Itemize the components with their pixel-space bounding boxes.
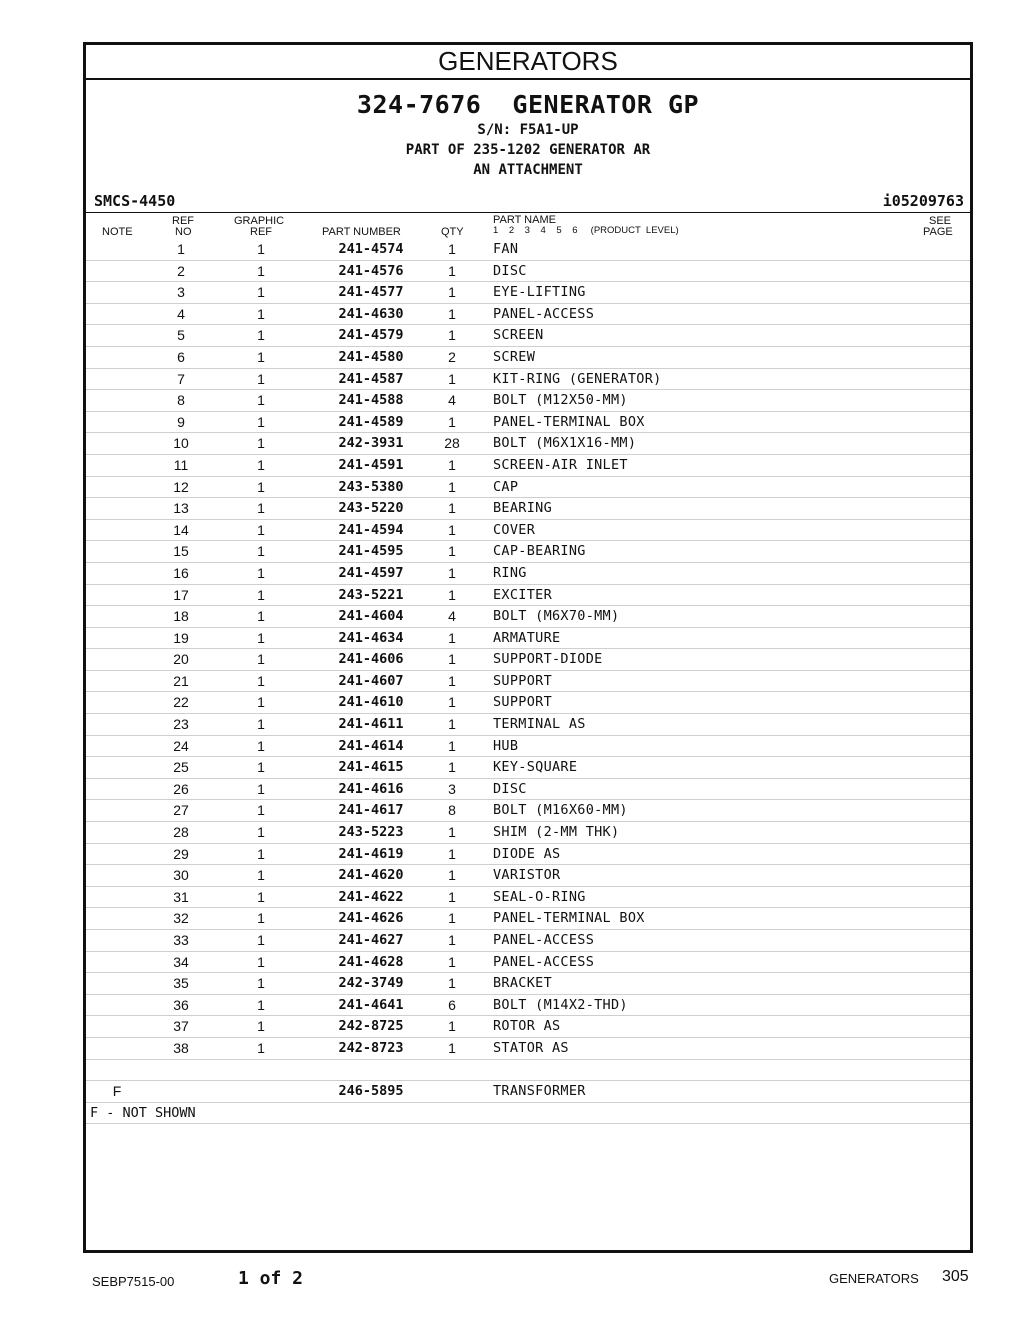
ref-no-cell: 28 xyxy=(173,824,189,841)
part-number-cell: 241-4594 xyxy=(338,521,404,538)
ref-no-cell: 18 xyxy=(173,608,189,625)
part-name-cell: BOLT (M6X70-MM) xyxy=(493,608,620,625)
ref-no-cell: 11 xyxy=(173,456,189,473)
part-number-cell: 241-4589 xyxy=(338,413,404,430)
attachment-line: AN ATTACHMENT xyxy=(473,162,583,178)
part-name-cell: BRACKET xyxy=(493,975,552,992)
qty-cell: 1 xyxy=(448,284,456,301)
ref-no-cell: 9 xyxy=(177,413,185,430)
qty-cell: 1 xyxy=(448,824,456,841)
col-part-number: PART NUMBER xyxy=(322,226,401,238)
part-name-cell: HUB xyxy=(493,737,519,754)
part-number-cell: 241-4587 xyxy=(338,370,404,387)
graphic-ref-cell: 1 xyxy=(257,543,265,560)
column-headers xyxy=(86,213,970,239)
part-name-cell: KEY-SQUARE xyxy=(493,759,578,776)
col-ref-top: REF xyxy=(172,215,194,227)
graphic-ref-cell: 1 xyxy=(257,716,265,733)
ref-no-cell: 1 xyxy=(177,241,185,257)
table-row xyxy=(86,390,970,412)
part-name-cell: DISC xyxy=(493,262,527,279)
table-row xyxy=(86,347,970,369)
part-number-cell: 243-5220 xyxy=(338,500,404,517)
table-row xyxy=(86,325,970,347)
footer-section: GENERATORS xyxy=(829,1271,919,1286)
graphic-ref-cell: 1 xyxy=(257,564,265,581)
ref-no-cell: 10 xyxy=(173,435,189,452)
ref-no-cell: 12 xyxy=(173,478,189,495)
parts-frame xyxy=(83,42,973,1253)
part-name-cell: RING xyxy=(493,564,527,581)
qty-cell: 1 xyxy=(448,888,456,905)
graphic-ref-cell: 1 xyxy=(257,262,265,279)
part-number-cell: 241-4628 xyxy=(338,953,404,970)
part-name-cell: SUPPORT xyxy=(493,694,552,711)
qty-cell: 1 xyxy=(448,327,456,344)
part-name-cell: SCREEN-AIR INLET xyxy=(493,456,628,473)
col-graphic-bottom: REF xyxy=(250,226,272,238)
qty-cell: 8 xyxy=(448,802,456,819)
col-ref-bottom: NO xyxy=(175,226,192,238)
part-number-cell: 241-4611 xyxy=(338,716,404,733)
graphic-ref-cell: 1 xyxy=(257,629,265,646)
part-number-cell: 243-5221 xyxy=(338,586,404,603)
part-number-cell: 241-4615 xyxy=(338,759,404,776)
part-number-cell: 241-4595 xyxy=(338,543,404,560)
table-row xyxy=(86,844,970,866)
part-number-cell: 241-4577 xyxy=(338,284,404,301)
ref-no-cell: 33 xyxy=(173,932,189,948)
qty-cell: 1 xyxy=(448,500,456,517)
page-of: 1 of 2 xyxy=(238,1268,304,1289)
part-name-cell: COVER xyxy=(493,521,536,538)
col-see-top: SEE xyxy=(929,215,952,227)
graphic-ref-cell: 1 xyxy=(257,370,265,387)
ref-no-cell: 27 xyxy=(173,802,189,819)
parts-table xyxy=(86,239,970,1103)
document-id: SEBP7515-00 xyxy=(92,1274,175,1289)
group-header xyxy=(86,90,970,180)
table-row xyxy=(86,520,970,542)
graphic-ref-cell: 1 xyxy=(257,348,265,365)
graphic-ref-cell: 1 xyxy=(257,478,265,495)
table-row xyxy=(86,692,970,714)
table-row xyxy=(86,304,970,326)
ref-no-cell: 19 xyxy=(173,629,189,646)
ref-no-cell: 14 xyxy=(173,521,189,538)
graphic-ref-cell: 1 xyxy=(257,975,265,992)
part-number-cell: 241-4610 xyxy=(338,694,404,711)
graphic-ref-cell: 1 xyxy=(257,392,265,409)
ref-no-cell: 8 xyxy=(177,392,185,409)
graphic-ref-cell: 1 xyxy=(257,953,265,970)
graphic-ref-cell: 1 xyxy=(257,737,265,754)
ref-no-cell: 22 xyxy=(173,694,189,711)
table-row xyxy=(86,1016,970,1038)
graphic-ref-cell: 1 xyxy=(257,413,265,430)
qty-cell: 1 xyxy=(448,629,456,646)
part-name-cell: STATOR AS xyxy=(493,1039,569,1056)
graphic-ref-cell: 1 xyxy=(257,284,265,301)
ref-no-cell: 15 xyxy=(173,543,189,560)
part-name-cell: SUPPORT xyxy=(493,672,552,689)
part-name-cell: BOLT (M16X60-MM) xyxy=(493,802,628,819)
graphic-ref-cell: 1 xyxy=(257,500,265,517)
qty-cell: 1 xyxy=(448,241,456,257)
table-row xyxy=(86,1038,970,1060)
ref-no-cell: 16 xyxy=(173,564,189,581)
graphic-ref-cell: 1 xyxy=(257,435,265,452)
table-row xyxy=(86,563,970,585)
ref-no-cell: 5 xyxy=(177,327,185,344)
qty-cell: 1 xyxy=(448,910,456,927)
part-number-cell: 243-5223 xyxy=(338,824,404,841)
ref-no-cell: 30 xyxy=(173,867,189,884)
qty-cell: 1 xyxy=(448,478,456,495)
table-row xyxy=(86,973,970,995)
part-name-cell: PANEL-ACCESS xyxy=(493,932,595,948)
qty-cell: 1 xyxy=(448,672,456,689)
graphic-ref-cell: 1 xyxy=(257,305,265,322)
qty-cell: 1 xyxy=(448,651,456,668)
table-row xyxy=(86,477,970,499)
graphic-ref-cell: 1 xyxy=(257,780,265,797)
smcs-code: SMCS-4450 xyxy=(94,192,176,210)
group-title: 324-7676 GENERATOR GP xyxy=(356,90,700,119)
part-name-cell: TRANSFORMER xyxy=(493,1083,586,1100)
part-name-cell: DIODE AS xyxy=(493,845,561,862)
part-number-cell: 242-8725 xyxy=(338,1018,404,1035)
part-number-cell: 241-4619 xyxy=(338,845,404,862)
part-name-cell: EXCITER xyxy=(493,586,552,603)
qty-cell: 1 xyxy=(448,759,456,776)
qty-cell: 1 xyxy=(448,305,456,322)
part-number-cell: 241-4617 xyxy=(338,802,404,819)
graphic-ref-cell: 1 xyxy=(257,932,265,948)
part-name-cell: KIT-RING (GENERATOR) xyxy=(493,370,662,387)
part-name-cell: EYE-LIFTING xyxy=(493,284,586,301)
graphic-ref-cell: 1 xyxy=(257,1039,265,1056)
part-name-cell: SCREW xyxy=(493,348,536,365)
qty-cell: 4 xyxy=(448,392,456,409)
graphic-ref-cell: 1 xyxy=(257,586,265,603)
part-number-cell: 241-4630 xyxy=(338,305,404,322)
graphic-ref-cell: 1 xyxy=(257,996,265,1013)
part-name-cell: SEAL-O-RING xyxy=(493,888,586,905)
ref-no-cell: 25 xyxy=(173,759,189,776)
qty-cell: 1 xyxy=(448,975,456,992)
part-number-cell: 241-4580 xyxy=(338,348,404,365)
table-row xyxy=(86,585,970,607)
ref-no-cell: 36 xyxy=(173,996,189,1013)
table-row xyxy=(86,865,970,887)
table-row xyxy=(86,952,970,974)
section-title: GENERATORS xyxy=(86,45,970,80)
part-number-cell: 241-4604 xyxy=(338,608,404,625)
table-row xyxy=(86,606,970,628)
part-number-cell: 242-8723 xyxy=(338,1039,404,1056)
table-row xyxy=(86,455,970,477)
table-row xyxy=(86,239,970,261)
part-number-cell: 241-4614 xyxy=(338,737,404,754)
graphic-ref-cell: 1 xyxy=(257,802,265,819)
ref-no-cell: 38 xyxy=(173,1039,189,1056)
ref-no-cell: 23 xyxy=(173,716,189,733)
table-row xyxy=(86,261,970,283)
qty-cell: 1 xyxy=(448,694,456,711)
part-number-cell: 243-5380 xyxy=(338,478,404,495)
qty-cell: 1 xyxy=(448,737,456,754)
part-number-cell: 241-4634 xyxy=(338,629,404,646)
table-row xyxy=(86,628,970,650)
table-row xyxy=(86,1060,970,1082)
qty-cell: 1 xyxy=(448,456,456,473)
col-part-name: PART NAME xyxy=(493,214,556,226)
graphic-ref-cell: 1 xyxy=(257,327,265,344)
qty-cell: 1 xyxy=(448,1039,456,1056)
col-see-bottom: PAGE xyxy=(923,226,953,238)
part-number-cell: 242-3749 xyxy=(338,975,404,992)
part-name-cell: SCREEN xyxy=(493,327,544,344)
table-row xyxy=(86,433,970,455)
qty-cell: 1 xyxy=(448,1018,456,1035)
graphic-ref-cell: 1 xyxy=(257,888,265,905)
table-row xyxy=(86,1081,970,1103)
part-name-cell: FAN xyxy=(493,241,519,257)
qty-cell: 6 xyxy=(448,996,456,1013)
serial-number: S/N: F5A1-UP xyxy=(477,122,579,138)
qty-cell: 1 xyxy=(448,370,456,387)
part-number-cell: 241-4626 xyxy=(338,910,404,927)
qty-cell: 1 xyxy=(448,932,456,948)
graphic-ref-cell: 1 xyxy=(257,845,265,862)
part-number-cell: 241-4579 xyxy=(338,327,404,344)
illustration-id: i05209763 xyxy=(882,192,964,210)
ref-no-cell: 26 xyxy=(173,780,189,797)
part-name-cell: BOLT (M6X1X16-MM) xyxy=(493,435,637,452)
table-row xyxy=(86,887,970,909)
part-number-cell: 241-4606 xyxy=(338,651,404,668)
ref-no-cell: 7 xyxy=(177,370,185,387)
part-number-cell: 241-4574 xyxy=(338,241,404,257)
footnote: F - NOT SHOWN xyxy=(90,1104,196,1121)
part-number-cell: 241-4607 xyxy=(338,672,404,689)
table-row xyxy=(86,282,970,304)
ref-no-cell: 21 xyxy=(173,672,189,689)
qty-cell: 1 xyxy=(448,521,456,538)
part-name-cell: CAP xyxy=(493,478,519,495)
footnote-row xyxy=(86,1103,970,1124)
ref-no-cell: 3 xyxy=(177,284,185,301)
table-row xyxy=(86,714,970,736)
ref-no-cell: 20 xyxy=(173,651,189,668)
qty-cell: 4 xyxy=(448,608,456,625)
col-product-level: 1 2 3 4 5 6 (PRODUCT LEVEL) xyxy=(493,225,679,236)
part-number-cell: 241-4627 xyxy=(338,932,404,948)
part-name-cell: PANEL-ACCESS xyxy=(493,305,595,322)
col-graphic-top: GRAPHIC xyxy=(234,215,285,227)
qty-cell: 1 xyxy=(448,543,456,560)
part-number-cell: 241-4616 xyxy=(338,780,404,797)
ref-no-cell: 6 xyxy=(177,348,185,365)
ref-no-cell: 31 xyxy=(173,888,189,905)
table-row xyxy=(86,800,970,822)
qty-cell: 1 xyxy=(448,845,456,862)
qty-cell: 1 xyxy=(448,867,456,884)
graphic-ref-cell: 1 xyxy=(257,608,265,625)
part-name-cell: BOLT (M14X2-THD) xyxy=(493,996,628,1013)
table-row xyxy=(86,412,970,434)
part-of-line: PART OF 235-1202 GENERATOR AR xyxy=(405,142,651,158)
table-row xyxy=(86,995,970,1017)
part-name-cell: VARISTOR xyxy=(493,867,561,884)
graphic-ref-cell: 1 xyxy=(257,1018,265,1035)
qty-cell: 2 xyxy=(448,348,456,365)
part-number-cell: 242-3931 xyxy=(338,435,404,452)
graphic-ref-cell: 1 xyxy=(257,241,265,257)
col-qty: QTY xyxy=(441,226,464,238)
graphic-ref-cell: 1 xyxy=(257,521,265,538)
part-number-cell: 241-4597 xyxy=(338,564,404,581)
graphic-ref-cell: 1 xyxy=(257,456,265,473)
part-name-cell: BEARING xyxy=(493,500,552,517)
part-name-cell: CAP-BEARING xyxy=(493,543,586,560)
page-number: 305 xyxy=(942,1268,969,1285)
part-name-cell: SUPPORT-DIODE xyxy=(493,651,603,668)
ref-no-cell: 2 xyxy=(177,262,185,279)
ref-no-cell: 13 xyxy=(173,500,189,517)
qty-cell: 1 xyxy=(448,716,456,733)
part-name-cell: BOLT (M12X50-MM) xyxy=(493,392,628,409)
part-number-cell: 246-5895 xyxy=(338,1083,404,1100)
qty-cell: 1 xyxy=(448,586,456,603)
table-row xyxy=(86,736,970,758)
graphic-ref-cell: 1 xyxy=(257,867,265,884)
graphic-ref-cell: 1 xyxy=(257,824,265,841)
note-cell: F xyxy=(112,1083,122,1100)
table-row xyxy=(86,541,970,563)
part-name-cell: TERMINAL AS xyxy=(493,716,586,733)
smcs-row xyxy=(86,190,970,213)
ref-no-cell: 34 xyxy=(173,953,189,970)
part-number-cell: 241-4620 xyxy=(338,867,404,884)
table-row xyxy=(86,930,970,952)
graphic-ref-cell: 1 xyxy=(257,651,265,668)
part-name-cell: PANEL-TERMINAL BOX xyxy=(493,910,645,927)
qty-cell: 3 xyxy=(448,780,456,797)
part-number-cell: 241-4576 xyxy=(338,262,404,279)
part-number-cell: 241-4641 xyxy=(338,996,404,1013)
ref-no-cell: 4 xyxy=(177,305,185,322)
part-name-cell: PANEL-ACCESS xyxy=(493,953,595,970)
ref-no-cell: 32 xyxy=(173,910,189,927)
col-note: NOTE xyxy=(102,226,133,238)
part-number-cell: 241-4591 xyxy=(338,456,404,473)
table-row xyxy=(86,908,970,930)
qty-cell: 1 xyxy=(448,953,456,970)
table-row xyxy=(86,498,970,520)
graphic-ref-cell: 1 xyxy=(257,910,265,927)
graphic-ref-cell: 1 xyxy=(257,672,265,689)
ref-no-cell: 35 xyxy=(173,975,189,992)
table-row xyxy=(86,822,970,844)
table-row xyxy=(86,757,970,779)
part-name-cell: ROTOR AS xyxy=(493,1018,561,1035)
part-name-cell: PANEL-TERMINAL BOX xyxy=(493,413,645,430)
table-row xyxy=(86,369,970,391)
ref-no-cell: 29 xyxy=(173,845,189,862)
table-row xyxy=(86,779,970,801)
table-row xyxy=(86,649,970,671)
ref-no-cell: 24 xyxy=(173,737,189,754)
part-name-cell: SHIM (2-MM THK) xyxy=(493,824,620,841)
part-name-cell: DISC xyxy=(493,780,527,797)
qty-cell: 1 xyxy=(448,262,456,279)
page-footer xyxy=(0,1266,1020,1296)
graphic-ref-cell: 1 xyxy=(257,759,265,776)
ref-no-cell: 17 xyxy=(173,586,189,603)
qty-cell: 28 xyxy=(444,435,460,452)
graphic-ref-cell: 1 xyxy=(257,694,265,711)
qty-cell: 1 xyxy=(448,564,456,581)
part-number-cell: 241-4622 xyxy=(338,888,404,905)
part-number-cell: 241-4588 xyxy=(338,392,404,409)
table-row xyxy=(86,671,970,693)
ref-no-cell: 37 xyxy=(173,1018,189,1035)
qty-cell: 1 xyxy=(448,413,456,430)
part-name-cell: ARMATURE xyxy=(493,629,561,646)
